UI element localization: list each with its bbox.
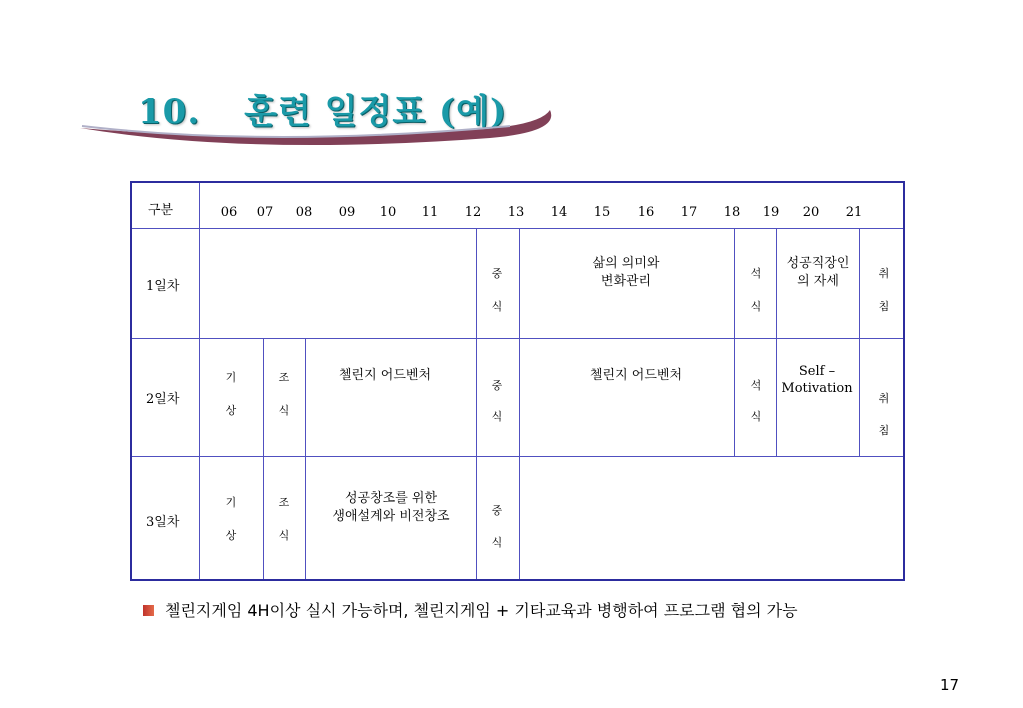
day-label: 2일차: [146, 392, 180, 407]
page-number: 17: [940, 676, 960, 694]
breakfast-cell-bottom: 식: [278, 404, 290, 417]
column-divider: [859, 339, 860, 456]
column-divider: [776, 339, 777, 456]
wake-cell-bottom: 상: [225, 529, 237, 542]
column-divider: [305, 457, 306, 579]
day1-evening-session: 의 자세: [797, 274, 839, 289]
column-divider: [263, 339, 264, 456]
title-number: 10.: [138, 92, 201, 132]
dinner-cell-bottom: 식: [750, 410, 762, 423]
hour-label: 12: [464, 205, 482, 220]
day1-afternoon-session: 삶의 의미와: [592, 256, 660, 271]
day3-morning-session: 생애설계와 비전창조: [332, 509, 450, 524]
day1-evening-session: 성공직장인: [786, 256, 850, 271]
hour-label: 14: [550, 205, 568, 220]
column-divider: [519, 457, 520, 579]
hour-label: 06: [220, 205, 238, 220]
day3-morning-session: 성공창조를 위한: [344, 491, 438, 506]
column-divider: [776, 229, 777, 338]
hour-label: 11: [421, 205, 439, 220]
column-divider: [519, 229, 520, 338]
program-note: 첼린지게임 4H이상 실시 가능하며, 첼린지게임 + 기타교육과 병행하여 프로그램 협의 가능: [165, 601, 798, 620]
row-divider: [132, 228, 903, 229]
hour-label: 07: [256, 205, 274, 220]
hour-label: 10: [379, 205, 397, 220]
day1-afternoon-session: 변화관리: [600, 274, 652, 289]
wake-cell-top: 기: [225, 371, 237, 384]
day2-evening-session: Motivation: [781, 381, 853, 396]
dinner-cell-bottom: 식: [750, 300, 762, 313]
sleep-cell-bottom: 침: [878, 300, 890, 313]
hour-label: 17: [680, 205, 698, 220]
column-divider: [263, 457, 264, 579]
column-divider: [476, 457, 477, 579]
column-divider: [305, 339, 306, 456]
title-text: 훈련 일정표 (예): [244, 92, 508, 132]
hour-label: 13: [507, 205, 525, 220]
hour-label: 08: [295, 205, 313, 220]
column-divider: [519, 339, 520, 456]
lunch-cell-bottom: 식: [491, 410, 503, 423]
hour-label: 19: [762, 205, 780, 220]
day2-morning-session: 첼린지 어드벤처: [338, 368, 432, 383]
wake-cell-top: 기: [225, 496, 237, 509]
column-divider: [199, 183, 200, 579]
day-label: 1일차: [146, 279, 180, 294]
sleep-cell-bottom: 침: [878, 424, 890, 437]
column-divider: [734, 339, 735, 456]
day2-evening-session: Self –: [798, 364, 836, 379]
hour-label: 21: [845, 205, 863, 220]
hour-label: 15: [593, 205, 611, 220]
dinner-cell-top: 석: [750, 379, 762, 392]
row-divider: [132, 338, 903, 339]
breakfast-cell-bottom: 식: [278, 529, 290, 542]
day-label: 3일차: [146, 515, 180, 530]
wake-cell-bottom: 상: [225, 404, 237, 417]
hour-label: 18: [723, 205, 741, 220]
day2-afternoon-session: 첼린지 어드벤처: [589, 368, 683, 383]
header-label: 구분: [148, 203, 174, 218]
hour-label: 09: [338, 205, 356, 220]
lunch-cell-top: 중: [491, 379, 503, 392]
bullet-icon: [143, 605, 154, 616]
lunch-cell-bottom: 식: [491, 300, 503, 313]
column-divider: [734, 229, 735, 338]
sleep-cell-top: 취: [878, 392, 890, 405]
lunch-cell-bottom: 식: [491, 536, 503, 549]
hour-label: 20: [802, 205, 820, 220]
title-swoosh-decoration: [70, 96, 570, 156]
breakfast-cell-top: 조: [278, 371, 290, 384]
hour-label: 16: [637, 205, 655, 220]
lunch-cell-top: 중: [491, 504, 503, 517]
column-divider: [859, 229, 860, 338]
column-divider: [476, 229, 477, 338]
breakfast-cell-top: 조: [278, 496, 290, 509]
lunch-cell-top: 중: [491, 267, 503, 280]
sleep-cell-top: 취: [878, 267, 890, 280]
row-divider: [132, 456, 903, 457]
column-divider: [476, 339, 477, 456]
dinner-cell-top: 석: [750, 267, 762, 280]
